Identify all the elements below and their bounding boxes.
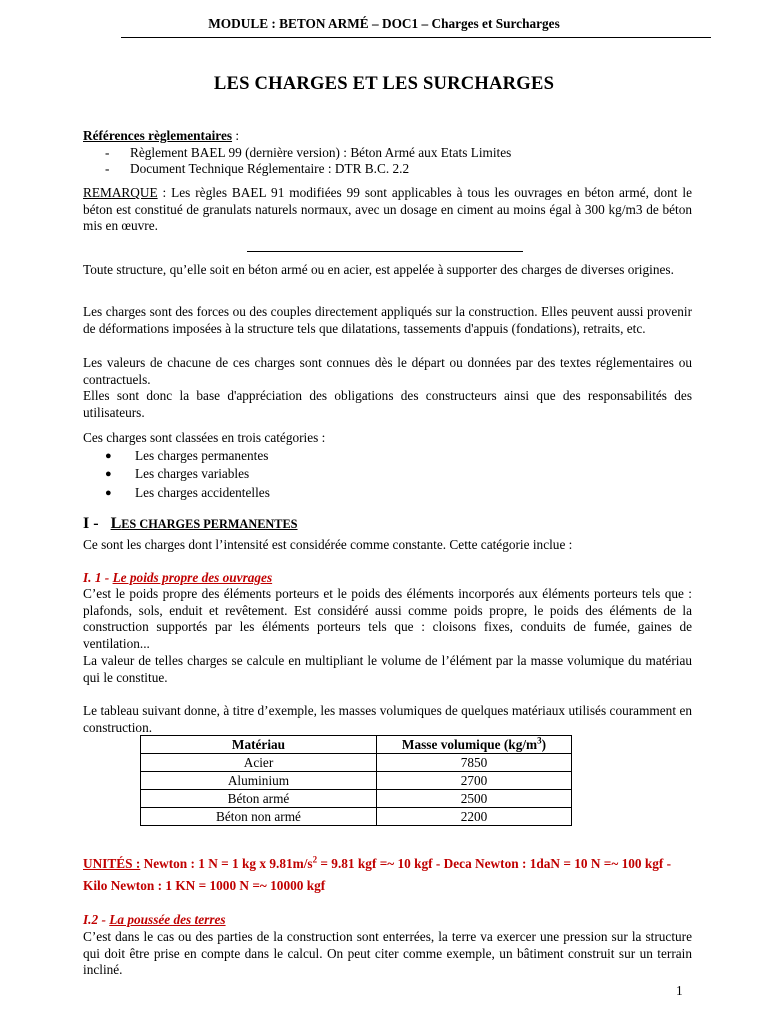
running-header: MODULE : BETON ARMÉ – DOC1 – Charges et Surcharges	[208, 16, 560, 31]
paragraph-intro: Toute structure, qu’elle soit en béton armé ou en acier, est appelée à supporter des charges de diverses origines.	[83, 262, 674, 277]
categories-list	[83, 447, 692, 502]
subsection-paragraph: C’est dans le cas ou des parties de la construction sont enterrées, la terre va exercer une pression sur la structure qui doit être prise en compte dans le calcul. On peut citer comme exemple, un bâtiment construit sur un terrain incliné.	[83, 929, 692, 978]
reference-item: - Document Technique Réglementaire : DTR B.C. 2.2	[83, 161, 692, 178]
subsection-title: Le poids propre des ouvrages	[112, 570, 273, 585]
density-table	[140, 735, 572, 826]
subsection-number: I. 1 -	[83, 570, 110, 585]
page-number: 1	[676, 983, 683, 998]
subsection-paragraph: Le tableau suivant donne, à titre d’exemple, les masses volumiques de quelques matériaux utilisés couramment en construction.	[83, 703, 692, 735]
subsection-paragraph: C’est le poids propre des éléments porteurs et le poids des éléments incorporés aux éléments porteurs tels que : plafonds, sols, enduit et revêtement. Est considéré aussi comme poids propre, le poids des éléments de la construction supportés par les éléments porteurs tels que : cloisons fixes, conduits de fumée, gaines de ventilation...	[83, 586, 692, 651]
references-list	[83, 145, 692, 178]
table-cell: 2700	[377, 772, 572, 790]
references-label: Références règlementaires	[83, 128, 233, 143]
paragraph-definition: Les charges sont des forces ou des couples directement appliqués sur la construction. Elles peuvent aussi provenir de déformations imposées à la structure tels que dilatations, tassements d'appuis (fondations), retraits, etc.	[83, 304, 692, 336]
table-header-row	[141, 736, 572, 754]
section-number: I -	[83, 515, 99, 532]
table-row	[141, 808, 572, 826]
bullet-icon: ●	[105, 468, 112, 481]
remarque-paragraph	[83, 185, 692, 235]
subsection-title: La poussée des terres	[109, 912, 226, 927]
section-title: LES CHARGES PERMANENTES	[110, 515, 298, 532]
remarque-text: : Les règles BAEL 91 modifiées 99 sont applicables à tous les ouvrages en béton armé, dont le béton est constitué de granulats naturels normaux, avec un dosage en ciment au moins égal à 300 kg/m3 de béton mis en œuvre.	[83, 185, 692, 234]
table-cell: 2500	[377, 790, 572, 808]
table-row	[141, 790, 572, 808]
subsection-heading	[83, 912, 692, 929]
paragraph-basis: Elles sont donc la base d'appréciation des obligations des constructeurs ainsi que des responsabilités des utilisateurs.	[83, 388, 692, 420]
bullet-icon: ●	[105, 486, 112, 499]
paragraph-values: Les valeurs de chacune de ces charges sont connues dès le départ ou données par des textes réglementaires ou contractuels.	[83, 355, 692, 387]
references-block	[83, 128, 692, 178]
table-cell: Béton non armé	[141, 808, 377, 826]
units-label: UNITÉS :	[83, 856, 141, 871]
table-cell: Aluminium	[141, 772, 377, 790]
header-divider	[121, 37, 711, 38]
units-text: = 9.81 kgf =~ 10 kgf - Deca Newton : 1daN = 10 N =~ 100 kgf - Kilo Newton : 1 KN = 1000 N =~ 10000 kgf	[83, 856, 672, 893]
category-item: ● Les charges variables	[83, 465, 692, 483]
table-cell: Acier	[141, 754, 377, 772]
subsection-heading	[83, 570, 692, 587]
table-header-cell: Matériau	[141, 736, 377, 754]
section-intro: Ce sont les charges dont l’intensité est considérée comme constante. Cette catégorie inclue :	[83, 537, 573, 552]
subsection-number: I.2 -	[83, 912, 106, 927]
units-text: Newton : 1 N = 1 kg x 9.81m/s	[140, 856, 313, 871]
reference-item: - Règlement BAEL 99 (dernière version) : Béton Armé aux Etats Limites	[83, 145, 692, 162]
category-item: ● Les charges accidentelles	[83, 484, 692, 502]
references-suffix: :	[232, 128, 240, 143]
table-cell: Béton armé	[141, 790, 377, 808]
bullet-icon: ●	[105, 450, 112, 462]
table-header-cell: Masse volumique $(kg/m^3)$	[377, 736, 572, 754]
section-heading	[83, 516, 692, 533]
page-title: LES CHARGES ET LES SURCHARGES	[213, 73, 555, 94]
remarque-label: REMARQUE	[83, 185, 158, 200]
paragraph-categories: Ces charges sont classées en trois catégories :	[83, 430, 326, 445]
units-note: UNITÉS : Newton : 1 N = 1 kg x $9.81m/s^2 = 9.81$ kgf =~ 10 kgf - Deca Newton : 1daN = 10 N =~ 100 kgf - Kilo Newton : 1 KN = 1000 N =~ 10000 kgf	[83, 854, 672, 893]
table-cell: 7850	[377, 754, 572, 772]
section-divider	[247, 251, 523, 252]
table-row	[141, 754, 572, 772]
table-row	[141, 772, 572, 790]
subsection-paragraph: La valeur de telles charges se calcule en multipliant le volume de l’élément par la masse volumique du matériau qui le constitue.	[83, 653, 692, 685]
category-item: ● Les charges permanentes	[83, 447, 692, 465]
table-cell: 2200	[377, 808, 572, 826]
